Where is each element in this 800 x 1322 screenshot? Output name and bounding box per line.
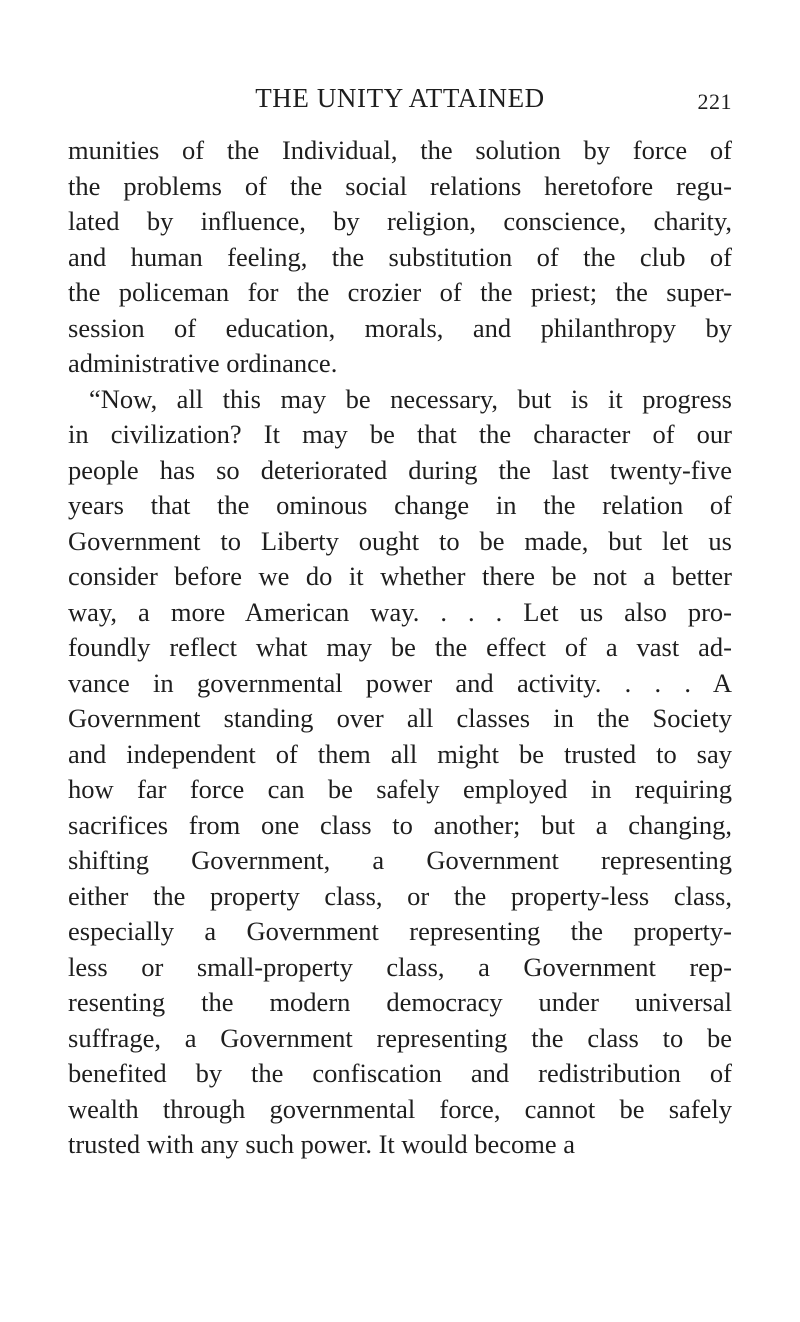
text-line: either the property class, or the property-less class, bbox=[68, 880, 732, 911]
text-line: wealth through governmental force, cannot be safely bbox=[68, 1093, 732, 1124]
text-line: administrative ordinance. bbox=[68, 348, 338, 378]
text-line: and independent of them all might be trusted to say bbox=[68, 738, 732, 769]
text-line: vance in governmental power and activity. . . . A bbox=[68, 667, 732, 698]
text-line: less or small-property class, a Government rep- bbox=[68, 951, 732, 982]
text-line: in civilization? It may be that the character of our bbox=[68, 419, 732, 449]
text-line: the policeman for the crozier of the priest; the super- bbox=[68, 277, 732, 307]
text-line: resenting the modern democracy under universal bbox=[68, 987, 732, 1017]
running-head bbox=[68, 78, 732, 118]
text-line: foundly reflect what may be the effect of a vast ad- bbox=[68, 632, 732, 662]
running-title: THE UNITY ATTAINED bbox=[255, 83, 545, 113]
text-line: session of education, morals, and philanthropy by bbox=[68, 312, 732, 343]
text-line: lated by influence, by religion, conscience, charity, bbox=[68, 206, 732, 236]
text-line: shifting Government, a Government representing bbox=[68, 845, 732, 875]
text-line: Government to Liberty ought to be made, but let us bbox=[68, 525, 732, 556]
text-line: “Now, all this may be necessary, but is it progress bbox=[89, 383, 732, 414]
text-line: munities of the Individual, the solution by force of bbox=[68, 135, 732, 165]
text-line: suffrage, a Government representing the class to be bbox=[68, 1022, 732, 1053]
text-line: benefited by the confiscation and redistribution of bbox=[68, 1058, 732, 1088]
text-line: trusted with any such power. It would become a bbox=[68, 1129, 576, 1159]
page-number: 221 bbox=[697, 89, 732, 114]
text-line: way, a more American way. . . . Let us also pro- bbox=[68, 596, 732, 627]
text-line: the problems of the social relations heretofore regu- bbox=[68, 170, 732, 201]
text-line: especially a Government representing the property- bbox=[68, 916, 732, 946]
text-line: sacrifices from one class to another; but a changing, bbox=[68, 809, 732, 840]
text-line: and human feeling, the substitution of the club of bbox=[68, 241, 732, 272]
text-line: consider before we do it whether there be not a better bbox=[68, 561, 732, 591]
text-line: Government standing over all classes in the Society bbox=[68, 703, 732, 733]
text-line: people has so deteriorated during the last twenty-five bbox=[68, 454, 732, 485]
body-text bbox=[68, 133, 732, 1163]
text-line: how far force can be safely employed in requiring bbox=[68, 774, 732, 804]
text-line: years that the ominous change in the relation of bbox=[68, 490, 732, 520]
